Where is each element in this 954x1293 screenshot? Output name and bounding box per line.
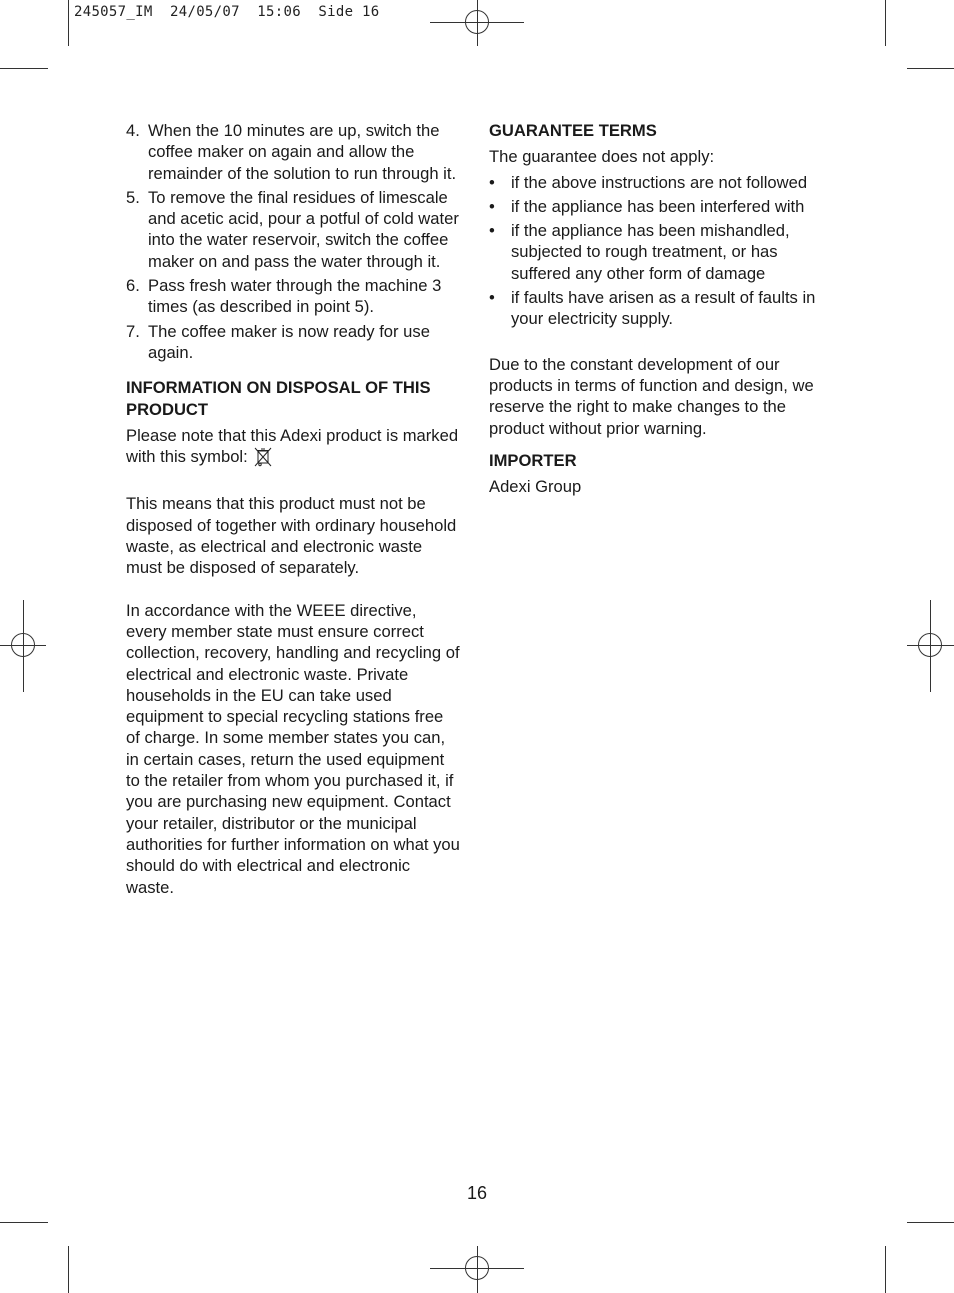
left-column [126,120,460,898]
guarantee-heading: GUARANTEE TERMS [489,121,657,140]
crop-mark [0,68,48,69]
guarantee-intro: The guarantee does not apply: [489,147,715,167]
crop-mark [68,0,69,46]
crop-mark [907,1222,954,1223]
list-item: 4. When the 10 minutes are up, switch the coffee maker on again and allow the remainder of the solution to run through it. [126,121,457,183]
descaling-steps [126,120,460,363]
list-item: 5. To remove the final residues of limescale and acetic acid, pour a potful of cold water into the water reservoir, switch the coffee maker on and pass the water through it. [126,187,459,271]
crop-mark [0,1222,48,1223]
crop-mark [885,1246,886,1293]
print-slug: 245057_IM 24/05/07 15:06 Side 16 [74,4,380,20]
disposal-heading: INFORMATION ON DISPOSAL OF THIS PRODUCT [126,378,431,419]
disposal-paragraph-1: This means that this product must not be disposed of together with ordinary household waste, as electrical and electronic waste must be disposed of separately. [126,494,457,578]
right-column [489,120,829,497]
crossed-out-wheelie-bin-icon [254,447,272,472]
page-number: 16 [466,1183,488,1203]
list-item: 7. The coffee maker is now ready for use again. [126,321,430,362]
list-item: • if faults have arisen as a result of faults in your electricity supply. [489,288,816,329]
list-item: 6. Pass fresh water through the machine 3 times (as described in point 5). [126,276,442,317]
importer-heading: IMPORTER [489,450,577,470]
guarantee-exclusions [489,172,829,330]
list-item: • if the appliance has been mishandled, subjected to rough treatment, or has suffered any other form of damage [489,221,790,283]
crop-mark [907,68,954,69]
development-note: Due to the constant development of our products in terms of function and design, we reserve the right to make changes to the product without prior warning. [489,354,814,438]
crop-mark [68,1246,69,1293]
list-item: • if the appliance has been interfered with [489,196,805,216]
disposal-paragraph-2: In accordance with the WEEE directive, every member state must ensure correct collection, recovery, handling and recycling of electrical and electronic waste. Private households in the EU can take used equipment to special recycling stations free of charge. In some member states you can, in certain cases, return the used equipment to the retailer from whom you purchased it, if you are purchasing new equipment. Contact your retailer, distributor or the municipal authorities for further information on what you should do with electrical and electronic waste. [126,600,460,897]
crop-mark [885,0,886,46]
importer-name: Adexi Group [489,477,582,497]
list-item: • if the above instructions are not followed [489,172,808,192]
disposal-intro: Please note that this Adexi product is marked with this symbol: [126,425,460,473]
